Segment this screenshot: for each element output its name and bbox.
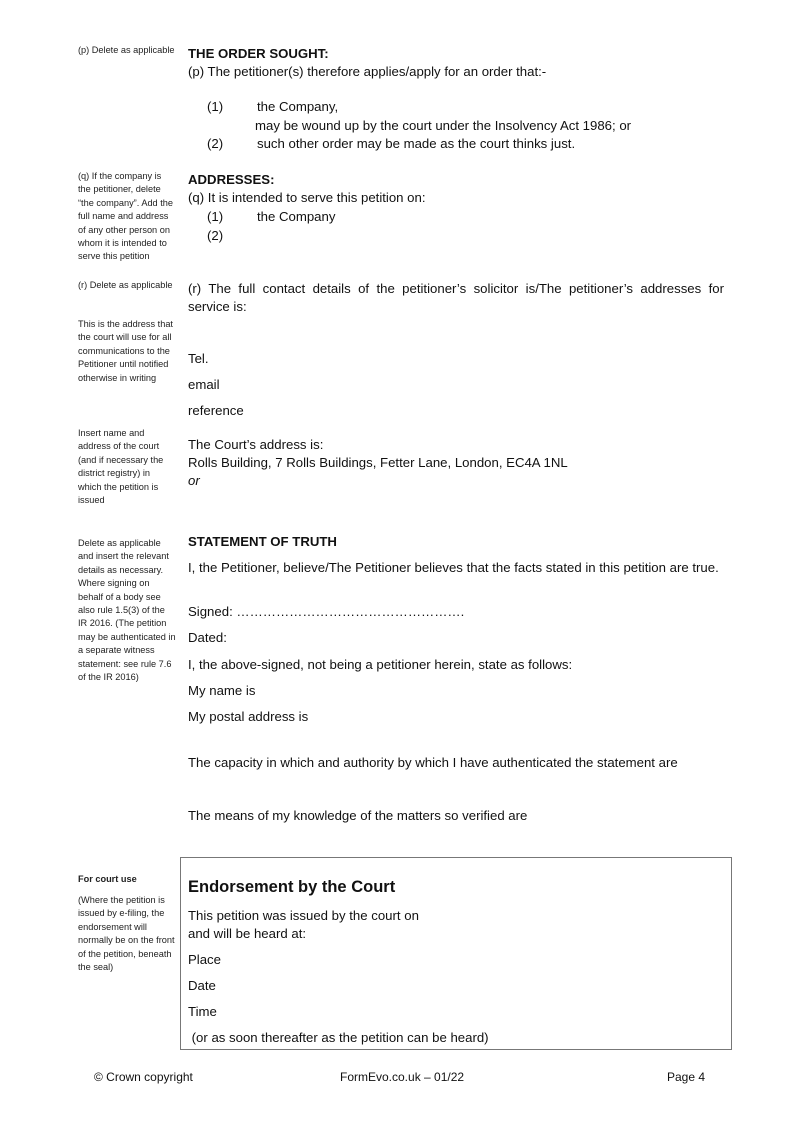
- margin-note-q: (q) If the company is the petitioner, delete “the company”. Add the full name and address of any other person on whom it is intended to serve this petition: [78, 171, 173, 262]
- margin-note-p: (p) Delete as applicable: [78, 45, 175, 55]
- order-item1-text: the Company,: [257, 99, 339, 114]
- capacity-text: The capacity in which and authority by which I have authenticated the statement are: [188, 755, 678, 770]
- date-label: Date: [188, 978, 216, 993]
- margin-note-efiling: (Where the petition is issued by e-filing, the endorsement will normally be on the front of the petition, beneath the seal): [78, 895, 175, 973]
- order-item2-num: (2): [207, 136, 224, 151]
- means-text: The means of my knowledge of the matters so verified are: [188, 808, 528, 823]
- margin-note-truth: Delete as applicable and insert the relevant details as necessary. Where signing on behalf of a body see also rule 1.5(3) of the IR 2016. (The petition may be authenticated in a separate witness statement: see rule 7.6 of the IR 2016): [78, 538, 176, 683]
- time-label: Time: [188, 1004, 217, 1019]
- above-signed-text: I, the above-signed, not being a petitioner herein, state as follows:: [188, 657, 573, 672]
- place-label: Place: [188, 952, 221, 967]
- footer-source: FormEvo.co.uk – 01/22: [340, 1070, 465, 1084]
- margin-note-address: This is the address that the court will use for all communications to the Petitioner until notified otherwise in writing: [78, 319, 173, 383]
- postal-address-label: My postal address is: [188, 709, 309, 724]
- heard-text: and will be heard at:: [188, 926, 307, 941]
- addresses-item2-num: (2): [207, 228, 224, 243]
- margin-note-r: (r) Delete as applicable: [78, 280, 173, 290]
- signed-line: Signed: …………………………………………….: [188, 604, 465, 619]
- or-text: or: [188, 473, 200, 488]
- addresses-intro: (q) It is intended to serve this petition on:: [188, 190, 426, 205]
- order-item1-cont: may be wound up by the court under the Insolvency Act 1986; or: [255, 118, 632, 133]
- margin-note-court: Insert name and address of the court (and if necessary the district registry) in which the petition is issued: [78, 428, 164, 506]
- order-intro: (p) The petitioner(s) therefore applies/apply for an order that:-: [188, 64, 547, 79]
- truth-belief: I, the Petitioner, believe/The Petitioner believes that the facts stated in this petition are true.: [188, 560, 719, 575]
- endorsement-title: Endorsement by the Court: [188, 878, 396, 896]
- tel-label: Tel.: [188, 351, 209, 366]
- contact-details-text: (r) The full contact details of the petitioner’s solicitor is/The petitioner’s addresses for service is:: [188, 281, 724, 314]
- margin-note-court-use: For court use: [78, 874, 137, 884]
- order-item1-num: (1): [207, 99, 224, 114]
- footer-page-number: Page 4: [667, 1070, 706, 1084]
- court-address-label: The Court’s address is:: [188, 437, 324, 452]
- addresses-heading: ADDRESSES:: [188, 172, 275, 187]
- truth-heading: STATEMENT OF TRUTH: [188, 534, 337, 549]
- dated-label: Dated:: [188, 630, 227, 645]
- addresses-item1-text: the Company: [257, 209, 336, 224]
- as-soon-text: (or as soon thereafter as the petition can be heard): [188, 1030, 489, 1045]
- footer-copyright: © Crown copyright: [94, 1070, 193, 1084]
- order-item2-text: such other order may be made as the court thinks just.: [257, 136, 576, 151]
- reference-label: reference: [188, 403, 244, 418]
- court-address: Rolls Building, 7 Rolls Buildings, Fetter Lane, London, EC4A 1NL: [188, 455, 568, 470]
- email-label: email: [188, 377, 220, 392]
- my-name-label: My name is: [188, 683, 256, 698]
- issued-text: This petition was issued by the court on: [188, 908, 419, 923]
- addresses-item1-num: (1): [207, 209, 224, 224]
- order-heading: THE ORDER SOUGHT:: [188, 46, 329, 61]
